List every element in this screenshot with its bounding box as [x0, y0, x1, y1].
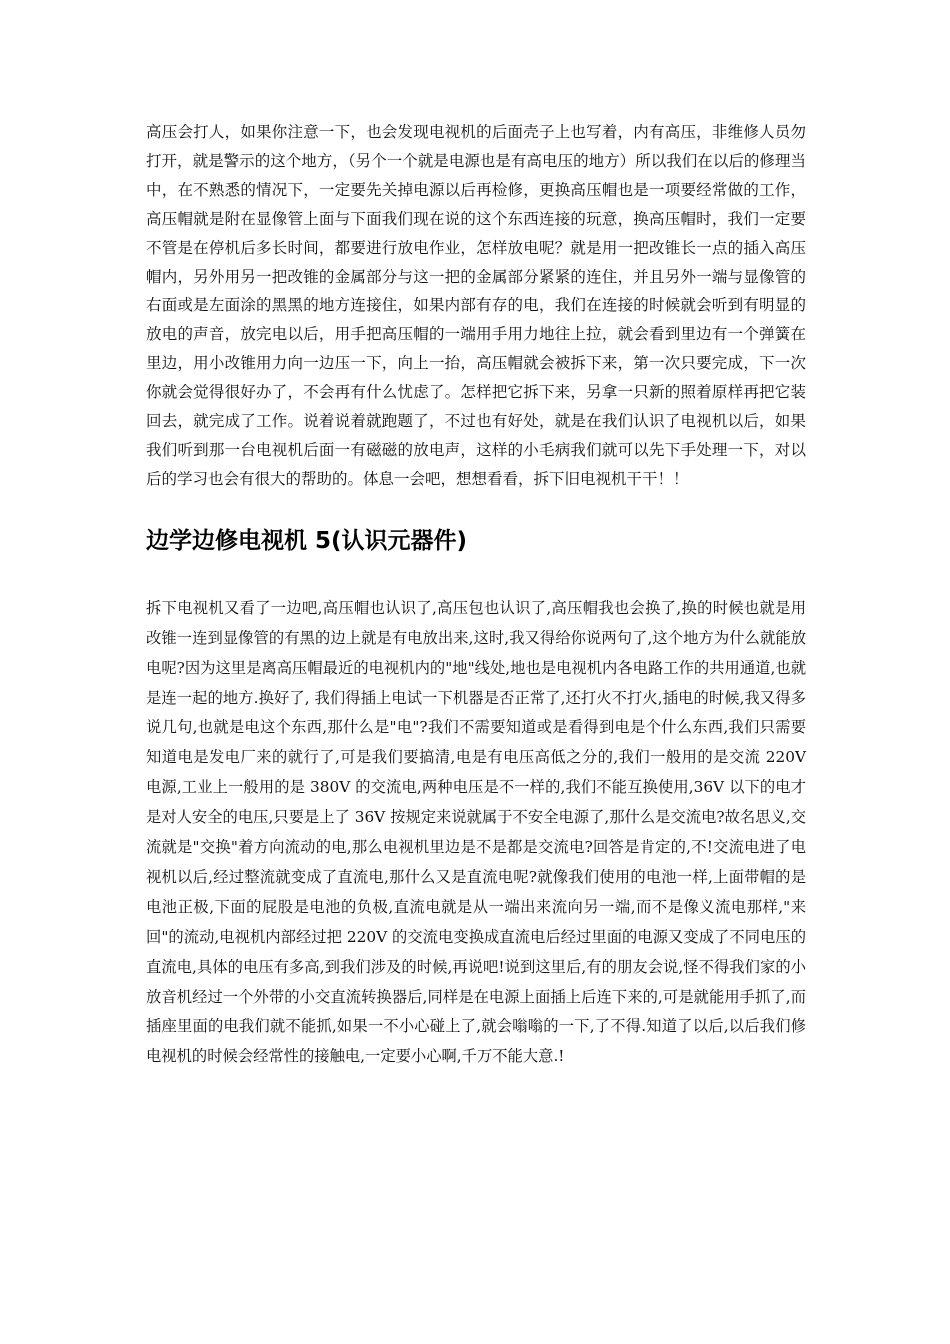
body-paragraph-electricity-basics: 拆下电视机又看了一边吧,高压帽也认识了,高压包也认识了,高压帽我也会换了,换的时候也就是用改锥一连到显像管的有黑的边上就是有电放出来,这时,我又得给你说两句了,这个地方为什么就能放电呢?因为这里是离高压帽最近的电视机内的"地"线处,地也是电视机内各电路工作的共用通道,也就是连一起的地方.换好了, 我们得插上电试一下机器是否正常了,还打火不打火,插电的时候,我又得多说几句,也就是电这个东西,那什么是"电"?我们不需要知道或是看得到电是个什么东西,我们只需要知道电是发电厂来的就行了,可是我们要搞清,电是有电压高低之分的,我们一般用的是交流 220V 电源,工业上一般用的是 380V 的交流电,两种电压是不一样的,我们不能互换使用,36V 以下的电才是对人安全的电压,只要是上了 36V 按规定来说就属于不安全电源了,那什么是交流电?故名思义,交流就是"交换"着方向流动的电,那么电视机里边是不是都是交流电?回答是肯定的,不!交流电进了电视机以后,经过整流就变成了直流电,那什么又是直流电呢?就像我们使用的电池一样,上面带帽的是电池正极,下面的屁股是电池的负极,直流电就是从一端出来流向另一端,而不是像义流电那样,"来回"的流动,电视机内部经过把 220V 的交流电变换成直流电后经过里面的电源又变成了不同电压的直流电,具体的电压有多高,到我们涉及的时候,再说吧!说到这里后,有的朋友会说,怪不得我们家的小放音机经过一个外带的小交直流转换器后,同样是在电源上面插上后连下来的,可是就能用手抓了,而插座里面的电我们就不能抓,如果一不小心碰上了,就会嗡嗡的一下,了不得.知道了以后,以后我们修电视机的时候会经常性的接触电,一定要小心啊,千万不能大意.!	[146, 598, 806, 1066]
body-paragraph-high-voltage-cap: 高压会打人，如果你注意一下，也会发现电视机的后面壳子上也写着，内有高压，非维修人员勿打开，就是警示的这个地方，（另个一个就是电源也是有高电压的地方）所以我们在以后的修理当中，在不熟悉的情况下，一定要先关掉电源以后再检修，更换高压帽也是一项要经常做的工作，高压帽就是附在显像管上面与下面我们现在说的这个东西连接的玩意，换高压帽时，我们一定要不管是在停机后多长时间，都要进行放电作业，怎样放电呢？就是用一把改锥长一点的插入高压帽内，另外用另一把改锥的金属部分与这一把的金属部分紧紧的连住，并且另外一端与显像管的右面或是左面涂的黑黑的地方连接住，如果内部有存的电，我们在连接的时候就会听到有明显的放电的声音，放完电以后，用手把高压帽的一端用手用力地往上拉，就会看到里边有一个弹簧在里边，用小改锥用力向一边压一下，向上一抬，高压帽就会被拆下来，第一次只要完成，下一次你就会觉得很好办了，不会再有什么忧虑了。怎样把它拆下来，另拿一只新的照着原样再把它装回去，就完成了工作。说着说着就跑题了，不过也有好处，就是在我们认识了电视机以后，如果我们听到那一台电视机后面一有磁磁的放电声，这样的小毛病我们就可以先下手处理一下，对以后的学习也会有很大的帮助的。体息一会吧，想想看看，拆下旧电视机干干！！	[146, 123, 806, 488]
document-page	[146, 118, 806, 1072]
section-heading: 边学边修电视机 5(认识元器件)	[146, 527, 468, 554]
